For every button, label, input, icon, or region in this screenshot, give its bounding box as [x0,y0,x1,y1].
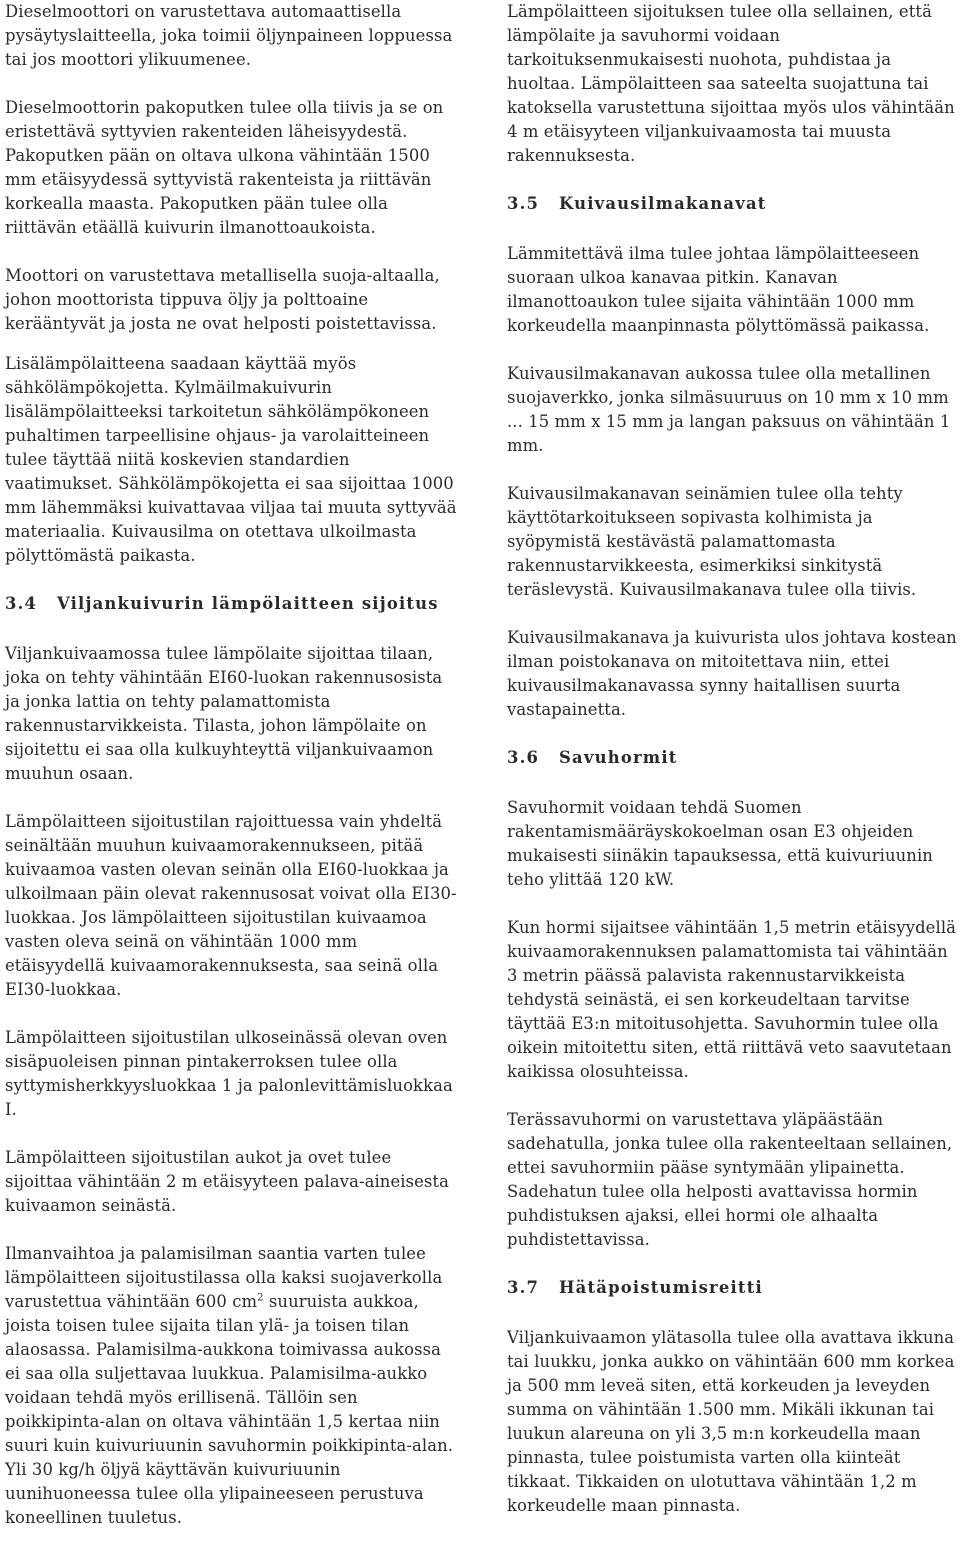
section-heading-3-5 [507,192,959,216]
paragraph-savuhormit-e3: Savuhormit voidaan tehdä Suomen rakentamismääräyskokoelman osan E3 ohjeiden mukaisesti siinäkin tapauksessa, että kuivuriuunin teho ylittää 120 kW. [507,798,933,889]
paragraph-hatapoistuminen: Viljankuivaamon ylätasolla tulee olla avattava ikkuna tai luukku, jonka aukko on vähintään 600 mm korkea ja 500 mm leveä siten, että korkeuden ja leveyden summa on vähintään 1.500 mm. Mikäli ikkunan tai luukun alareuna on yli 3,5 m:n korkeudella maan pinnasta, tulee poistumista varten olla kiinteät tikkaat. Tikkaiden on ulotuttava vähintään 1,2 m korkeudelle maan pinnasta. [507,1328,955,1515]
paragraph-sadehattu: Terässavuhormi on varustettava yläpäästään sadehatulla, jonka tulee olla rakenteeltaan sellainen, ettei savuhormiin pääse syntymään ylipainetta. Sadehatun tulee olla helposti avattavissa hormin puhdistuksen ajaksi, ellei hormi ole alhaalta puhdistettavissa. [507,1110,953,1249]
paragraph-aukot-ja-ovet: Lämpölaitteen sijoitustilan aukot ja ovet tulee sijoittaa vähintään 2 m etäisyyteen palava-aineisesta kuivaamon seinästä. [5,1148,449,1215]
paragraph-ilmanotto: Lämmitettävä ilma tulee johtaa lämpölaitteeseen suoraan ulkoa kanavaa pitkin. Kanavan ilmanottoaukon tulee sijaita vähintään 1000 mm korkeudella maanpinnasta pölyttömässä paikassa. [507,244,930,335]
section-title: Viljankuivurin lämpölaitteen sijoitus [57,594,439,613]
section-number: 3.6 [507,748,540,767]
section-title: Savuhormit [559,748,678,767]
paragraph-suojaverkko: Kuivausilmakanavan aukossa tulee olla metallinen suojaverkko, jonka silmäsuuruus on 10 mm x 10 mm ... 15 mm x 15 mm ja langan paksuus on vähintään 1 mm. [507,364,951,455]
left-column [5,0,457,1554]
section-heading-3-6 [507,746,959,770]
paragraph-sijoitustilan-rajoittuminen: Lämpölaitteen sijoitustilan rajoittuessa vain yhdeltä seinältään muuhun kuivaamorakennukseen, pitää kuivaamoa vasten olevan seinän olla EI60-luokkaa ja ulkoilmaan päin olevat rakennusosat voivat olla EI30-luokkaa. Jos lämpölaitteen sijoitustilan kuivaamoa vasten oleva seinä on vähintään 1000 mm etäisyydellä kuivaamorakennuksesta, saa seinä olla EI30-luokkaa. [5,812,457,999]
paragraph-huollettavuus: Lämpölaitteen sijoituksen tulee olla sellainen, että lämpölaite ja savuhormi voidaan tarkoituksenmukaisesti nuohota, puhdistaa ja huoltaa. Lämpölaitteen saa sateelta suojattuna tai katoksella varustettuna sijoittaa myös ulos vähintään 4 m etäisyyteen viljankuivaamosta tai muusta rakennuksesta. [507,2,955,165]
section-heading-3-4 [5,592,457,616]
paragraph-lampolaitteen-tila: Viljankuivaamossa tulee lämpölaite sijoittaa tilaan, joka on tehty vähintään EI60-luokan rakennusosista ja jonka lattia on tehty palamattomista rakennustarvikkeista. Tilasta, johon lämpölaite on sijoitettu ei saa olla kulkuyhteyttä viljankuivaamon muuhun osaan. [5,644,443,783]
paragraph-suoja-allas: Moottori on varustettava metallisella suoja-altaalla, johon moottorista tippuva öljy ja polttoaine kerääntyvät ja josta ne ovat helposti poistettavissa. [5,266,440,333]
section-title: Kuivausilmakanavat [559,194,767,213]
section-number: 3.4 [5,594,38,613]
section-title: Hätäpoistumisreitti [559,1278,763,1297]
paragraph-ulkoseinan-ovi: Lämpölaitteen sijoitustilan ulkoseinässä olevan oven sisäpuoleisen pinnan pintakerroksen tulee olla syttymisherkkyysluokkaa 1 ja palonlevittämisluokkaa I. [5,1028,453,1119]
section-heading-3-7 [507,1276,959,1300]
section-number: 3.7 [507,1278,540,1297]
paragraph-hormin-etaisyys: Kun hormi sijaitsee vähintään 1,5 metrin etäisyydellä kuivaamorakennuksen palamattomista tai vähintään 3 metrin päässä palavista rakennustarvikkeista tehdystä seinästä, ei sen korkeudeltaan tarvitse täyttää E3:n mitoitusohjetta. Savuhormin tulee olla oikein mitoitettu siten, että riittävä veto saavutetaan kaikissa olosuhteissa. [507,918,957,1081]
paragraph-ilmanvaihto: Ilmanvaihtoa ja palamisilman saantia varten tulee lämpölaitteen sijoitustilassa olla kaksi suojaverkolla varustettua vähintään 600 $cm^2$ suuruista aukkoa, joista toisen tulee sijaita tilan ylä- ja toisen tilan alaosassa. Palamisilma-aukkona toimivassa aukossa ei saa olla suljettavaa luukkua. Palamisilma-aukko voidaan tehdä myös erillisenä. Tällöin sen poikkipinta-alan on oltava vähintään 1,5 kertaa niin suuri kuin kuivuriuunin savuhormin poikkipinta-alan. Yli 30 kg/h öljyä käyttävän kuivuriuunin uunihuoneessa tulee olla ylipaineeseen perustuva koneellinen tuuletus. [5,1244,454,1527]
paragraph-poistokanava: Kuivausilmakanava ja kuivurista ulos johtava kostean ilman poistokanava on mitoitettava niin, ettei kuivausilmakanavassa synny haitallisen suurta vastapainetta. [507,628,957,719]
paragraph-dieselmoottori-pysaytys: Dieselmoottori on varustettava automaattisella pysäytyslaitteella, joka toimii öljynpaineen loppuessa tai jos moottori ylikuumenee. [5,2,453,69]
paragraph-kanavan-seinamat: Kuivausilmakanavan seinämien tulee olla tehty käyttötarkoitukseen sopivasta kolhimista ja syöpymistä kestävästä palamattomasta rakennustarvikkeesta, esimerkiksi sinkitystä teräslevystä. Kuivausilmakanava tulee olla tiivis. [507,484,917,599]
right-column [507,0,959,1542]
paragraph-lisalampolaite: Lisälämpölaitteena saadaan käyttää myös sähkölämpökojetta. Kylmäilmakuivurin lisälämpölaitteeksi tarkoitetun sähkölämpökoneen puhaltimen tarpeellisine ohjaus- ja varolaitteineen tulee täyttää niitä koskevien standardien vaatimukset. Sähkölämpökojetta ei saa sijoittaa 1000 mm lähemmäksi kuivattavaa viljaa tai muuta syttyvää materiaalia. Kuivausilma on otettava ulkoilmasta pölyttömästä paikasta. [5,354,457,565]
section-number: 3.5 [507,194,540,213]
paragraph-pakoputki: Dieselmoottorin pakoputken tulee olla tiivis ja se on eristettävä syttyvien rakenteiden läheisyydestä. Pakoputken pään on oltava ulkona vähintään 1500 mm etäisyydessä syttyvistä rakenteista ja riittävän korkealla maasta. Pakoputken pään tulee olla riittävän etäällä kuivurin ilmanottoaukoista. [5,98,444,237]
